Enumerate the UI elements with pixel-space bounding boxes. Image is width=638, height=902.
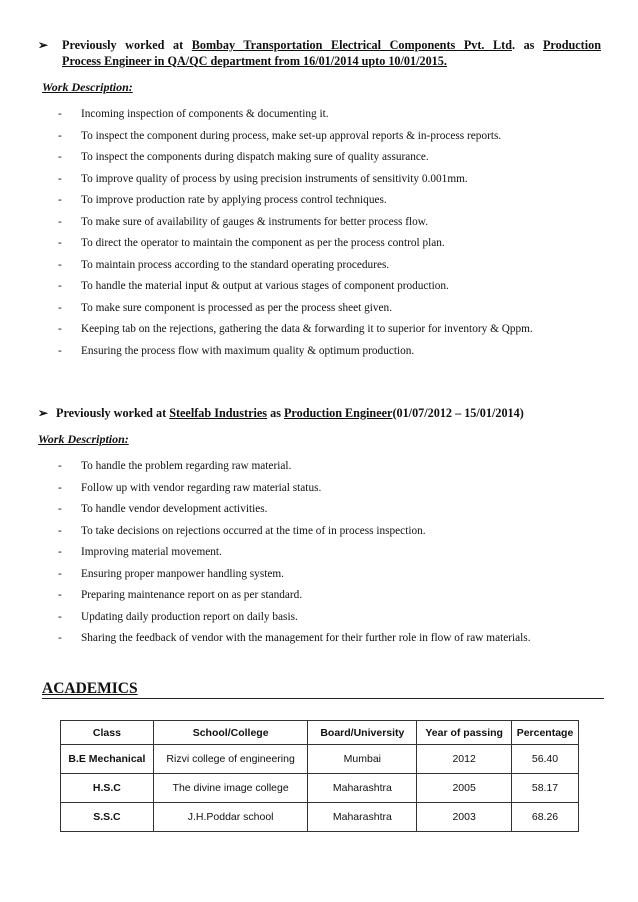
table-cell: The divine image college xyxy=(153,774,308,803)
column-header: Percentage xyxy=(512,721,579,745)
job1-heading-line1: Previously worked at Bombay Transportation Electrical Components Pvt. Ltd. as Production xyxy=(62,38,601,52)
table-row xyxy=(61,803,579,832)
job1-work-description-label: Work Description: xyxy=(42,80,133,94)
table-row xyxy=(61,774,579,803)
job2-heading: ➢ Previously worked at Steelfab Industries as Production Engineer(01/07/2012 – 15/01/2014) xyxy=(38,406,524,420)
arrow-bullet-icon: ➢ xyxy=(38,38,49,52)
table-cell: Rizvi college of engineering xyxy=(153,745,308,774)
table-cell: 58.17 xyxy=(512,774,579,803)
table-cell: Maharashtra xyxy=(308,774,417,803)
table-cell: S.S.C xyxy=(61,803,154,832)
job1-heading xyxy=(38,38,601,69)
job2-company: Steelfab Industries xyxy=(169,406,268,420)
academics-heading xyxy=(42,680,604,699)
job1-company: Bombay Transportation Electrical Components Pvt. Ltd xyxy=(191,38,512,52)
job1-heading-line2: Process Engineer in QA/QC department from 16/01/2014 upto 10/01/2015. xyxy=(62,53,447,68)
job2-dates: (01/07/2012 – 15/01/2014) xyxy=(392,406,524,420)
column-header: Class xyxy=(61,721,154,745)
column-header: Board/University xyxy=(308,721,417,745)
table-cell: 56.40 xyxy=(512,745,579,774)
academics-table xyxy=(60,720,579,832)
table-cell: B.E Mechanical xyxy=(61,745,154,774)
academics-heading-text: ACADEMICS xyxy=(42,680,138,697)
job1-role: Production xyxy=(542,38,601,52)
table-cell: 68.26 xyxy=(512,803,579,832)
job2-work-description-label: Work Description: xyxy=(38,432,129,446)
table-cell: 2012 xyxy=(417,745,512,774)
table-cell: H.S.C xyxy=(61,774,154,803)
table-cell: J.H.Poddar school xyxy=(153,803,308,832)
table-cell: 2005 xyxy=(417,774,512,803)
table-cell: Maharashtra xyxy=(308,803,417,832)
job2-role: Production Engineer xyxy=(283,406,393,420)
arrow-bullet-icon: ➢ xyxy=(38,406,49,420)
table-cell: 2003 xyxy=(417,803,512,832)
table-row xyxy=(61,745,579,774)
column-header: Year of passing xyxy=(417,721,512,745)
table-header-row xyxy=(61,721,579,745)
column-header: School/College xyxy=(153,721,308,745)
resume-page: ➢ Previously worked at Bombay Transportation Electrical Components Pvt. Ltd. as Production Process Engineer in QA/QC department from 16/01/2014 upto 10/01/2015. Work Description: - Incoming inspection of components & documenting it. - To inspect the component during process, make set-up approval reports & in-process reports. - To inspect the components during dispatch making sure of quality assurance. - To improve quality of process by using precision instruments of sensitivity 0.001mm. - To improve production rate by applying process control techniques. - To make sure of availability of gauges & instruments for better process flow. - To direct the operator to maintain the component as per the process control plan. - To maintain process according to the standard operating procedures. - To handle the material input & output at various stages of component production. - To make sure component is processed as per the process sheet given. - Keeping tab on the rejections, gathering the data & forwarding it to superior for inventory & Qppm. - Ensuring the process flow with maximum quality & optimum production. ➢ Previously worked at Steelfab Industries as Production Engineer(01/07/2012 – 15/01/2014) Work Description: - To handle the problem regarding raw material. - Follow up with vendor regarding raw material status. - To handle vendor development activities. - To take decisions on rejections occurred at the time of in process inspection. - Improving material movement. - Ensuring proper manpower handling system. - Preparing maintenance report on as per standard. - Updating daily production report on daily basis. - Sharing the feedback of vendor with the management for their further role in flow of raw materials. ACADEMICS Class School/College Board/University Year of passing Percentage B.E Mechanical Rizvi college of engineering Mumbai 2012 56.40 H.S.C The divine image college Maharashtra 2005 58.17 S.S.C J.H.Poddar school Maharashtra 2003 68.26 xyxy=(0,0,638,902)
table-cell: Mumbai xyxy=(308,745,417,774)
